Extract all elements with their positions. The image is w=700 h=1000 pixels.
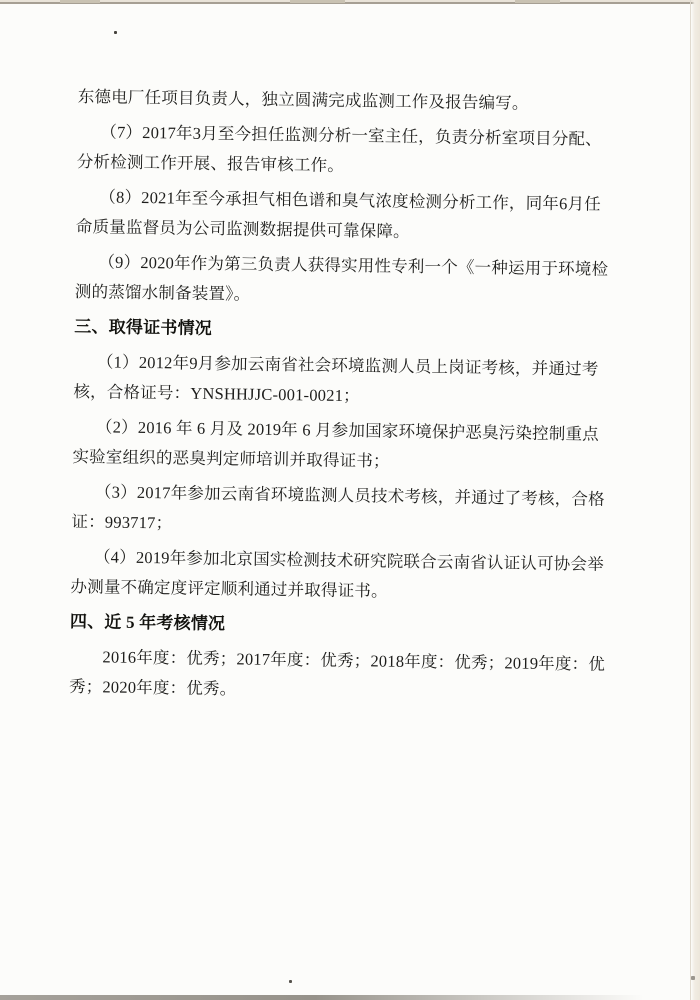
text-line: （8）2021年至今承担气相色谱和臭气浓度检测分析工作，同年6月任 [99,187,602,214]
text-line: 办测量不确定度评定顺利通过并取得证书。 [70,576,388,601]
text-line: （4）2019年参加北京国实检测技术研究院联合云南省认证认可协会举 [93,547,604,574]
scanner-edge-right [690,0,700,1000]
paragraph [77,117,630,185]
scan-speck [691,976,695,980]
scanner-edge-noise [515,0,560,3]
scanner-edge-noise [60,0,100,3]
text-line: 秀；2020年度：优秀。 [68,676,237,699]
text-line: 核，合格证号：YNSHHJJC-001-0021； [73,381,360,406]
section-heading [70,607,622,645]
paragraph [75,247,628,315]
text-line: 证：993717； [71,511,173,533]
text-line: 三、取得证书情况 [74,316,213,339]
paragraph [78,82,630,120]
section-heading [74,312,626,350]
text-line: （9）2020年作为第三负责人获得实用性专利一个《一种运用于环境检 [98,252,609,279]
scan-speck [289,980,292,983]
paragraph [73,347,626,415]
paragraph [76,182,629,250]
scanner-edge-top [0,0,700,4]
text-line: 2016年度：优秀；2017年度：优秀；2018年度：优秀；2019年度：优 [102,647,606,674]
paragraph [69,642,622,710]
scanner-edge-bottom [0,995,700,1000]
text-line: （3）2017年参加云南省环境监测人员技术考核，并通过了考核，合格 [94,482,605,509]
paragraph [70,542,623,610]
text-line: 四、近 5 年考核情况 [69,611,226,634]
scanner-edge-noise [290,0,345,3]
document-body [69,82,630,715]
text-line: 测的蒸馏水制备装置》。 [74,281,251,304]
text-line: 分析检测工作开展、报告审核工作。 [76,151,345,175]
text-line: （2）2016 年 6 月及 2019年 6 月参加国家环境保护恶臭污染控制重点 [95,417,600,444]
text-line: 东德电厂任项目负责人，独立圆满完成监测工作及报告编写。 [77,86,529,113]
text-line: （7）2017年3月至今担任监测分析一室主任，负责分析室项目分配、 [100,122,603,149]
text-line: （1）2012年9月参加云南省社会环境监测人员上岗证考核，并通过考 [96,352,599,379]
text-line: 命质量监督员为公司监测数据提供可靠保障。 [75,216,410,241]
text-line: 实验室组织的恶臭判定师培训并取得证书； [72,446,390,471]
scan-speck [114,31,117,34]
paragraph [71,477,624,545]
paragraph [72,412,625,480]
